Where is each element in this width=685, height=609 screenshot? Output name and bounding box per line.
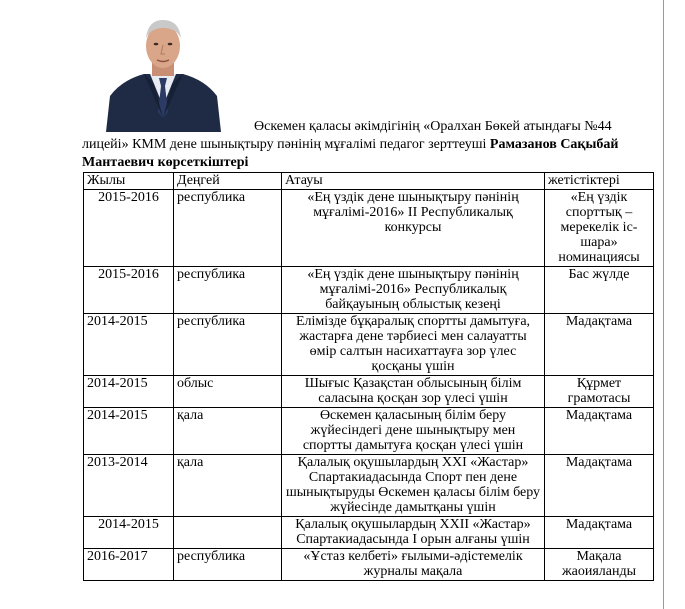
column-header-year: Жылы [84, 173, 174, 190]
cell-year: 2015-2016 [84, 190, 174, 267]
page-edge [663, 0, 664, 609]
cell-level: республика [174, 267, 282, 314]
cell-level [174, 517, 282, 549]
cell-title: Қалалық оқушылардың ХХІ «Жастар» Спартакиадасында Спорт пен дене шынықтыруды Өскемен қаласы білім беру жүйесінде дамытқаны үшін [282, 455, 545, 517]
cell-title: «Ұстаз келбеті» ғылыми-әдістемелік журналы мақала [282, 549, 545, 581]
cell-title: Шығыс Қазақстан облысының білім саласына қосқан зор үлесі үшін [282, 376, 545, 408]
cell-level: қала [174, 408, 282, 455]
cell-award: Мақала жаоияланды [545, 549, 654, 581]
cell-level: облыс [174, 376, 282, 408]
table-row [84, 376, 654, 408]
cell-award: Бас жүлде [545, 267, 654, 314]
teacher-name: Рамазанов Сақыбай Мантаевич көрсеткіштері [82, 137, 619, 170]
table-row [84, 455, 654, 517]
cell-title: Елімізде бұқаралық спортты дамытуға, жастарға дене тәрбиесі мен салауатты өмір салтын насихаттауға зор үлес қосқаны үшін [282, 314, 545, 376]
cell-award: «Ең үздік спорттық – мерекелік іс-шара» номинациясы [545, 190, 654, 267]
cell-award: Мадақтама [545, 455, 654, 517]
column-header-level: Деңгей [174, 173, 282, 190]
table-header-row [84, 173, 654, 190]
cell-award: Мадақтама [545, 314, 654, 376]
cell-award: Құрмет грамотасы [545, 376, 654, 408]
cell-level: республика [174, 190, 282, 267]
cell-level: республика [174, 549, 282, 581]
column-header-title: Атауы [282, 173, 545, 190]
heading-line-2 [82, 136, 653, 172]
table-row [84, 267, 654, 314]
achievements-table [83, 172, 654, 581]
cell-level: республика [174, 314, 282, 376]
cell-title: Қалалық оқушылардың ХХІІ «Жастар» Спартакиадасында І орын алғаны үшін [282, 517, 545, 549]
cell-award: Мадақтама [545, 408, 654, 455]
cell-title: «Ең үздік дене шынықтыру пәнінің мұғалімі-2016» Республикалық байқауының облыстық кезеңі [282, 267, 545, 314]
table-row [84, 190, 654, 267]
portrait-photo [104, 14, 223, 132]
cell-year: 2014-2015 [84, 314, 174, 376]
cell-year: 2014-2015 [84, 517, 174, 549]
table-row [84, 408, 654, 455]
cell-title: «Ең үздік дене шынықтыру пәнінің мұғалімі-2016» II Республикалық конкурсы [282, 190, 545, 267]
cell-year: 2014-2015 [84, 408, 174, 455]
cell-year: 2016-2017 [84, 549, 174, 581]
cell-title: Өскемен қаласының білім беру жүйесіндегі дене шынықтыру мен спортты дамытуға қосқан үлесі үшін [282, 408, 545, 455]
heading-line-1: Өскемен қаласы әкімдігінің «Оралхан Бөкей атындағы №44 [254, 119, 612, 134]
cell-year: 2015-2016 [84, 267, 174, 314]
cell-year: 2013-2014 [84, 455, 174, 517]
cell-award: Мадақтама [545, 517, 654, 549]
table-row [84, 314, 654, 376]
cell-level: қала [174, 455, 282, 517]
table-row [84, 517, 654, 549]
heading-prefix: лицейі» КММ дене шынықтыру пәнінің мұғалімі педагог зерттеуші [82, 137, 490, 152]
column-header-award: жетістіктері [545, 173, 654, 190]
table-row [84, 549, 654, 581]
document-heading [82, 118, 653, 172]
cell-year: 2014-2015 [84, 376, 174, 408]
